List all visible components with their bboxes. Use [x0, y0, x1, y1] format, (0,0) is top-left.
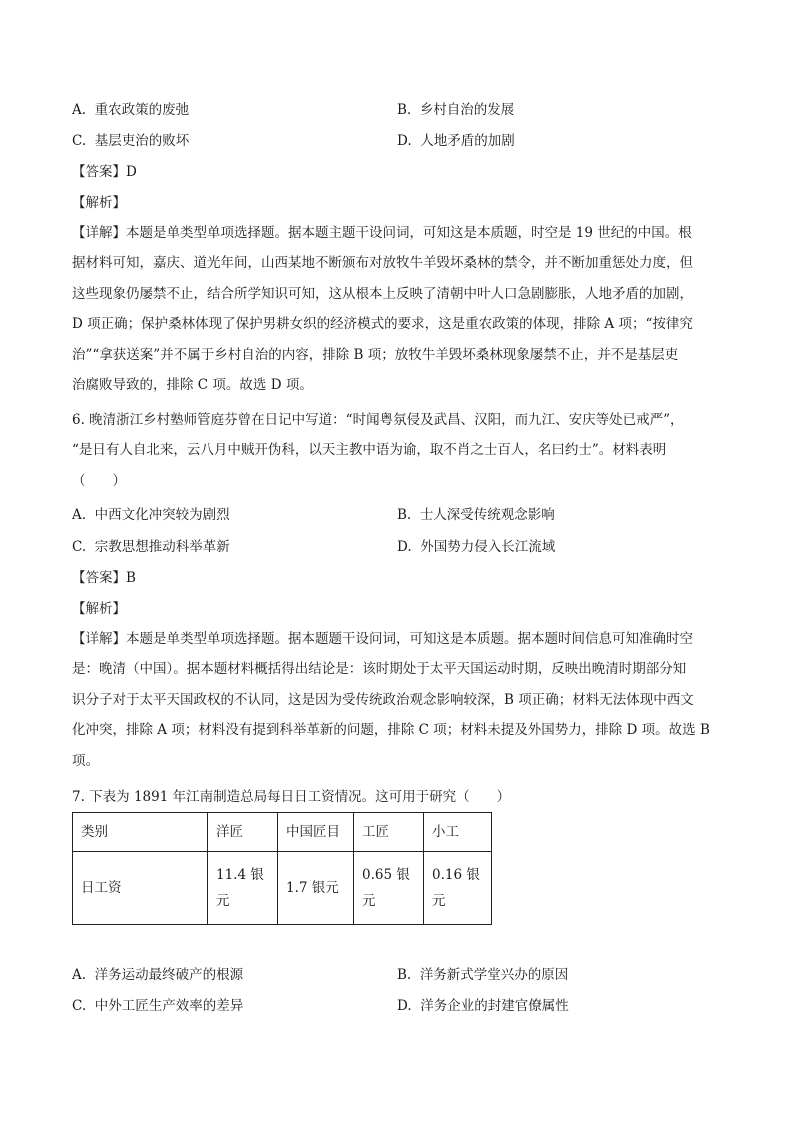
wage-table	[72, 812, 492, 925]
q6-option-c[interactable]: C. 宗教思想推动科举革新	[72, 539, 230, 555]
q7-option-c[interactable]: C. 中外工匠生产效率的差异	[72, 998, 244, 1014]
q7-option-a[interactable]: A. 洋务运动最终破产的根源	[72, 967, 244, 983]
q5-answer: 【答案】D	[72, 164, 137, 180]
table-header-cell: 洋匠	[208, 813, 278, 852]
q5-detail	[72, 218, 722, 400]
table-cell: 0.16 银 元	[424, 852, 492, 925]
q7-options-row-2	[72, 994, 732, 1016]
q6-option-b[interactable]: B. 士人深受传统观念影响	[397, 507, 555, 523]
q5-option-c[interactable]: C. 基层吏治的败坏	[72, 133, 190, 149]
q7-options-row-1	[72, 963, 732, 985]
q6-option-d[interactable]: D. 外国势力侵入长江流域	[397, 539, 556, 555]
q6-detail-line: 项。	[72, 752, 99, 769]
q5-detail-line: 据材料可知，嘉庆、道光年间，山西某地不断颁布对放牧牛羊毁坏桑林的禁令，并不断加重惩处力度，但	[72, 255, 693, 272]
table-row	[73, 852, 492, 925]
q6-stem-line: （ ）	[72, 472, 126, 489]
q6-detail-line: 识分子对于太平天国政权的不认同，这是因为受传统政治观念影响较深，B 项正确；材料无法体现中西文	[72, 691, 694, 708]
q7-stem: 7. 下表为 1891 年江南制造总局每日日工资情况。这可用于研究（ ）	[72, 789, 511, 805]
table-cell: 1.7 银元	[278, 852, 354, 925]
q6-analysis-heading: 【解析】	[72, 601, 126, 617]
q6-detail-line: 是：晚清（中国）。据本题材料概括得出结论是：该时期处于太平天国运动时期，反映出晚清时期部分知	[72, 661, 687, 678]
table-cell: 0.65 银 元	[354, 852, 424, 925]
table-cell: 11.4 银 元	[208, 852, 278, 925]
q5-detail-line: 这些现象仍屡禁不止，结合所学知识可知，这从根本上反映了清朝中叶人口急剧膨胀，人地矛盾的加剧，	[72, 285, 693, 302]
q5-options-row-2	[72, 129, 732, 151]
q6-stem-line: “是日有人自北来，云八月中贼开伪科，以天主教中语为谕，取不肖之士百人，名曰约士”。材料表明	[72, 442, 667, 459]
q7-option-d[interactable]: D. 洋务企业的封建官僚属性	[397, 998, 569, 1014]
q7-option-b[interactable]: B. 洋务新式学堂兴办的原因	[397, 967, 569, 983]
q5-options-row-1	[72, 98, 732, 120]
table-header-cell: 工匠	[354, 813, 424, 852]
table-header-cell: 类别	[73, 813, 208, 852]
q6-stem	[72, 405, 722, 496]
q5-option-b[interactable]: B. 乡村自治的发展	[397, 102, 515, 118]
q6-stem-line: 6. 晚清浙江乡村塾师管庭芬曾在日记中写道：“时闻粤氛侵及武昌、汉阳，而九江、安庆等处已戒严”，	[72, 412, 684, 428]
table-row-label: 日工资	[73, 852, 208, 925]
q6-option-a[interactable]: A. 中西文化冲突较为剧烈	[72, 507, 230, 523]
q6-detail-line: 【详解】本题是单类型单项选择题。据本题题干设问词，可知这是本质题。据本题时间信息可知准确时空	[72, 631, 693, 647]
q6-answer: 【答案】B	[72, 570, 136, 586]
q5-option-a[interactable]: A. 重农政策的废弛	[72, 102, 190, 118]
q5-option-d[interactable]: D. 人地矛盾的加剧	[397, 133, 515, 149]
q5-analysis-heading: 【解析】	[72, 195, 126, 211]
table-header-cell: 中国匠目	[278, 813, 354, 852]
q6-detail-line: 化冲突，排除 A 项；材料没有提到科举革新的问题，排除 C 项；材料未提及外国势力，排除 D 项。故选 B	[72, 722, 710, 739]
q6-options-row-2	[72, 535, 732, 557]
table-header-row	[73, 813, 492, 852]
q6-detail	[72, 624, 722, 776]
q6-options-row-1	[72, 503, 732, 525]
q5-detail-line: D 项正确；保护桑林体现了保护男耕女织的经济模式的要求，这是重农政策的体现，排除 A 项；“按律究	[72, 316, 693, 333]
q5-detail-line: 治腐败导致的，排除 C 项。故选 D 项。	[72, 377, 313, 394]
table-header-cell: 小工	[424, 813, 492, 852]
q5-detail-line: 【详解】本题是单类型单项选择题。据本题主题干设问词，可知这是本质题，时空是 19 世纪的中国。根	[72, 225, 692, 241]
q5-detail-line: 治”“拿获送案”并不属于乡村自治的内容，排除 B 项；放牧牛羊毁坏桑林现象屡禁不止，并不是基层吏	[72, 346, 679, 363]
